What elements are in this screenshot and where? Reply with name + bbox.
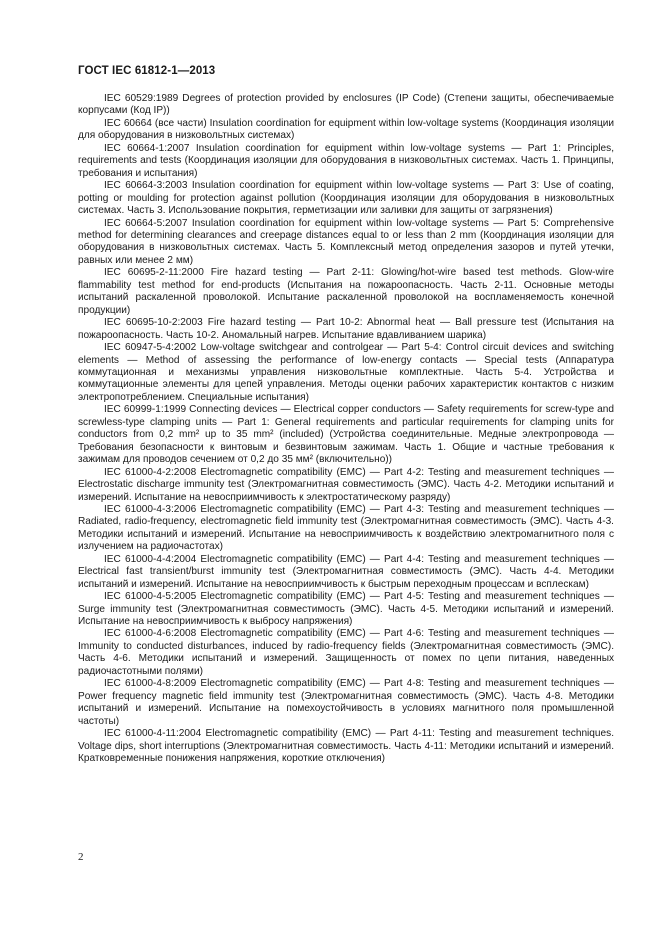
reference-iec-61000-4-8: IEC 61000-4-8:2009 Electromagnetic compatibility (EMC) — Part 4-8: Testing and measurement techniques — Power frequency magnetic field immunity test (Электромагнитная совместимость (ЭМС). Часть 4-8. Методики испытаний и измерений. Испытание на помехоустойчивость в условиях магнитного поля промышленной частоты) xyxy=(78,678,614,727)
reference-iec-60664-5: IEC 60664-5:2007 Insulation coordination for equipment within low-voltage systems — Part 5: Comprehensive method for determining clearances and creepage distances equal to or less than 2 mm (Координация изоляции для оборудования в низковольтных системах. Часть 5. Комплексный метод определения зазоров и путей утечки, равных или менее 2 мм) xyxy=(78,217,614,266)
reference-iec-61000-4-2: IEC 61000-4-2:2008 Electromagnetic compatibility (EMC) — Part 4-2: Testing and measurement techniques — Electrostatic discharge immunity test (Электромагнитная совместимость (ЭМС). Часть 4-2. Методики испытаний и измерений. Испытание на невосприимчивость к электростатическому разряду) xyxy=(78,466,614,503)
reference-iec-60664-3: IEC 60664-3:2003 Insulation coordination for equipment within low-voltage systems — Part 3: Use of coating, potting or moulding for protection against pollution (Координация изоляции для оборудования в низковольтных системах. Часть 3. Использование покрытия, герметизации или заливки для защиты от загрязнения) xyxy=(78,180,614,217)
reference-iec-61000-4-6: IEC 61000-4-6:2008 Electromagnetic compatibility (EMC) — Part 4-6: Testing and measurement techniques — Immunity to conducted disturbances, induced by radio-frequency fields (Электромагнитная совместимость (ЭМС). Часть 4-6. Методики испытаний и измерений. Защищенность от помех по цепи питания, наведенных радиочастотными полями) xyxy=(78,628,614,677)
reference-iec-60947-5-4: IEC 60947-5-4:2002 Low-voltage switchgear and controlgear — Part 5-4: Control circuit devices and switching elements — Method of assessing the performance of low-energy contacts — Special tests (Аппаратура коммутационная и механизмы управления низковольтные комплектные. Часть 5-4. Устройства и коммутационные элементы для цепей управления. Методы оценки рабочих характеристик контактов с низким электропотреблением. Специальные испытания) xyxy=(78,342,614,403)
reference-iec-60695-2-11: IEC 60695-2-11:2000 Fire hazard testing — Part 2-11: Glowing/hot-wire based test methods. Glow-wire flammability test method for end-products (Испытания на пожароопасность. Часть 2-11. Основные методы испытаний раскаленной проволокой. Испытание раскаленной проволокой на воспламеняемость конечной продукции) xyxy=(78,267,614,316)
page-number: 2 xyxy=(78,851,84,863)
reference-iec-61000-4-3: IEC 61000-4-3:2006 Electromagnetic compatibility (EMC) — Part 4-3: Testing and measurement techniques — Radiated, radio-frequency, electromagnetic field immunity test (Электромагнитная совместимость (ЭМС). Часть 4-3. Методики испытаний и измерений. Испытание на невосприимчивость к воздействию электромагнитного поля с излучением на радиочастотах) xyxy=(78,503,614,553)
reference-iec-60695-10-2: IEC 60695-10-2:2003 Fire hazard testing — Part 10-2: Abnormal heat — Ball pressure test (Испытания на пожароопасность. Часть 10-2. Аномальный нагрев. Испытание вдавливанием шарика) xyxy=(78,317,614,341)
reference-iec-60529: IEC 60529:1989 Degrees of protection provided by enclosures (IP Code) (Степени защиты, обеспечиваемые корпусами (Код IP)) xyxy=(78,93,614,117)
reference-iec-61000-4-5: IEC 61000-4-5:2005 Electromagnetic compatibility (EMC) — Part 4-5: Testing and measurement techniques — Surge immunity test (Электромагнитная совместимость (ЭМС). Часть 4-5. Методики испытаний и измерений. Испытание на невосприимчивость к выбросу напряжения) xyxy=(78,591,614,628)
normative-references-list xyxy=(78,93,614,765)
reference-iec-60664-1: IEC 60664-1:2007 Insulation coordination for equipment within low-voltage systems — Part 1: Principles, requirements and tests (Координация изоляции для оборудования в низковольтных системах. Часть 1. Принципы, требования и испытания) xyxy=(78,142,614,179)
reference-iec-60664-all: IEC 60664 (все части) Insulation coordination for equipment within low-voltage systems (Координация изоляции для оборудования в низковольтных системах) xyxy=(78,117,614,142)
reference-iec-61000-4-4: IEC 61000-4-4:2004 Electromagnetic compatibility (EMC) — Part 4-4: Testing and measurement techniques — Electrical fast transient/burst immunity test (Электромагнитная совместимость (ЭМС). Часть 4-4. Методики испытаний и измерений. Испытание на невосприимчивость к быстрым переходным процессам и всплескам) xyxy=(78,553,614,590)
reference-iec-61000-4-11: IEC 61000-4-11:2004 Electromagnetic compatibility (EMC) — Part 4-11: Testing and measurement techniques. Voltage dips, short interruptions (Электромагнитная совместимость. Часть 4-11: Методики испытаний и измерений. Кратковременные понижения напряжения, короткие отключения) xyxy=(78,728,614,765)
document-header: ГОСТ IEC 61812-1—2013 xyxy=(78,65,216,77)
reference-iec-60999-1: IEC 60999-1:1999 Connecting devices — Electrical copper conductors — Safety requirements for screw-type and screwless-type clamping units — Part 1: General requirements and particular requirements for clamping units for conductors from 0,2 mm² up to 35 mm² (included) (Устройства соединительные. Медные электропровода — Требования безопасности к винтовым и безвинтовым зажимам. Часть 1. Общие и частные требования к зажимам для проводов сечением от 0,2 до 35 мм² (включительно)) xyxy=(78,404,614,466)
